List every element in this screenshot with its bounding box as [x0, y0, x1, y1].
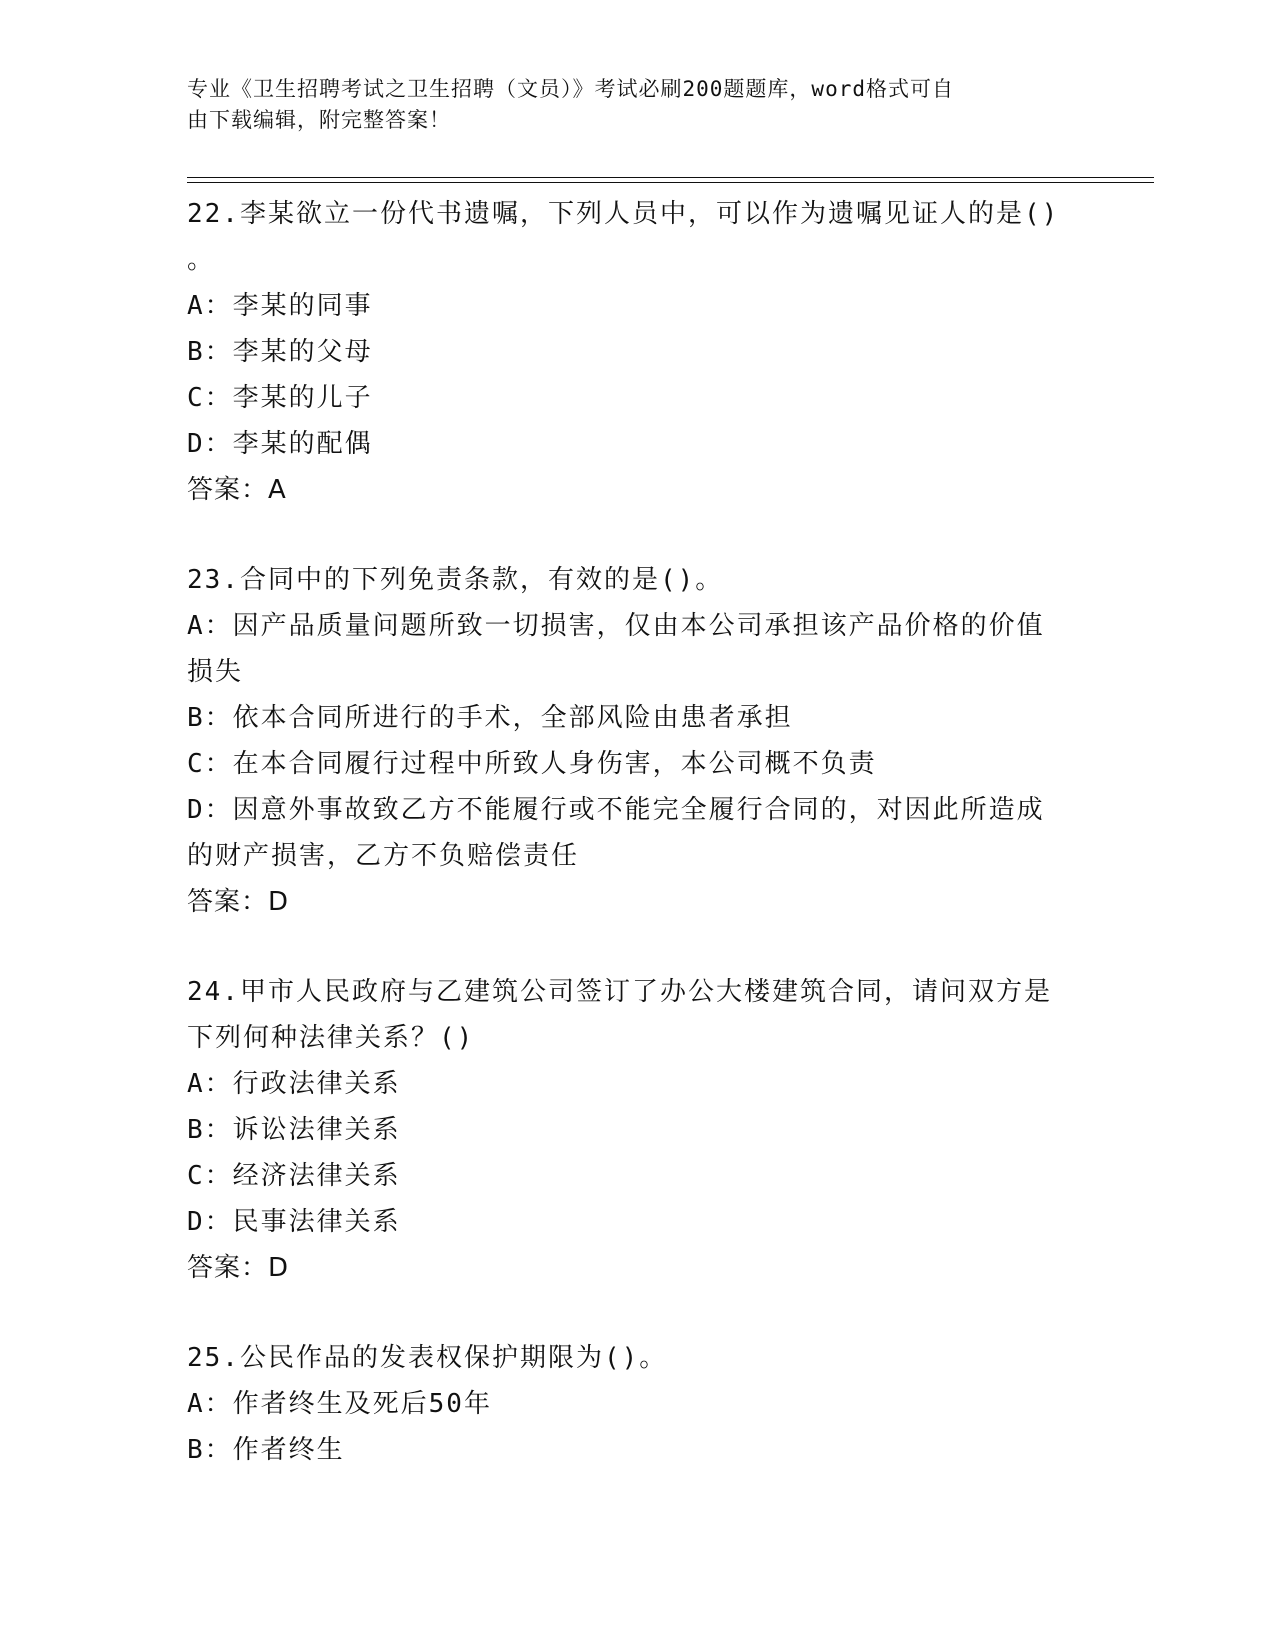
option-c: C：在本合同履行过程中所致人身伤害，本公司概不负责 [187, 749, 877, 779]
question-stem: 25.公民作品的发表权保护期限为()。 [187, 1343, 668, 1373]
option-c: C：经济法律关系 [187, 1161, 401, 1191]
answer: 答案：D [187, 887, 290, 917]
option-b: B：作者终生 [187, 1435, 345, 1465]
header-divider [187, 177, 1154, 178]
option-b: B：依本合同所进行的手术，全部风险由患者承担 [187, 703, 793, 733]
question-25 [187, 1335, 1067, 1473]
question-stem: 22.李某欲立一份代书遗嘱，下列人员中，可以作为遗嘱见证人的是() [187, 199, 1060, 229]
option-b: B：诉讼法律关系 [187, 1115, 401, 1145]
question-23 [187, 557, 1067, 925]
answer: 答案：D [187, 1253, 290, 1283]
option-d: D：李某的配偶 [187, 429, 373, 459]
header-divider [187, 182, 1154, 183]
option-a: A：李某的同事 [187, 291, 373, 321]
question-22 [187, 191, 1067, 513]
header-line: 专业《卫生招聘考试之卫生招聘（文员）》考试必刷200题题库，word格式可自 [187, 77, 954, 101]
question-list [187, 191, 1067, 1517]
header-line: 由下载编辑，附完整答案！ [187, 108, 451, 132]
document-header [187, 74, 1067, 136]
question-24 [187, 969, 1067, 1291]
option-a: A：因产品质量问题所致一切损害，仅由本公司承担该产品价格的价值 [187, 611, 1045, 641]
option-b: B：李某的父母 [187, 337, 373, 367]
question-stem: 。 [187, 245, 216, 275]
option-c: C：李某的儿子 [187, 383, 373, 413]
option-d: D：民事法律关系 [187, 1207, 401, 1237]
option-d-continued: 的财产损害，乙方不负赔偿责任 [187, 841, 580, 871]
answer: 答案：A [187, 475, 287, 505]
option-d: D：因意外事故致乙方不能履行或不能完全履行合同的，对因此所造成 [187, 795, 1045, 825]
option-a: A：行政法律关系 [187, 1069, 401, 1099]
question-stem: 下列何种法律关系？() [187, 1023, 475, 1053]
option-a-continued: 损失 [187, 657, 244, 687]
option-a: A：作者终生及死后50年 [187, 1389, 492, 1419]
question-stem: 23.合同中的下列免责条款，有效的是()。 [187, 565, 724, 595]
question-stem: 24.甲市人民政府与乙建筑公司签订了办公大楼建筑合同，请问双方是 [187, 977, 1052, 1007]
